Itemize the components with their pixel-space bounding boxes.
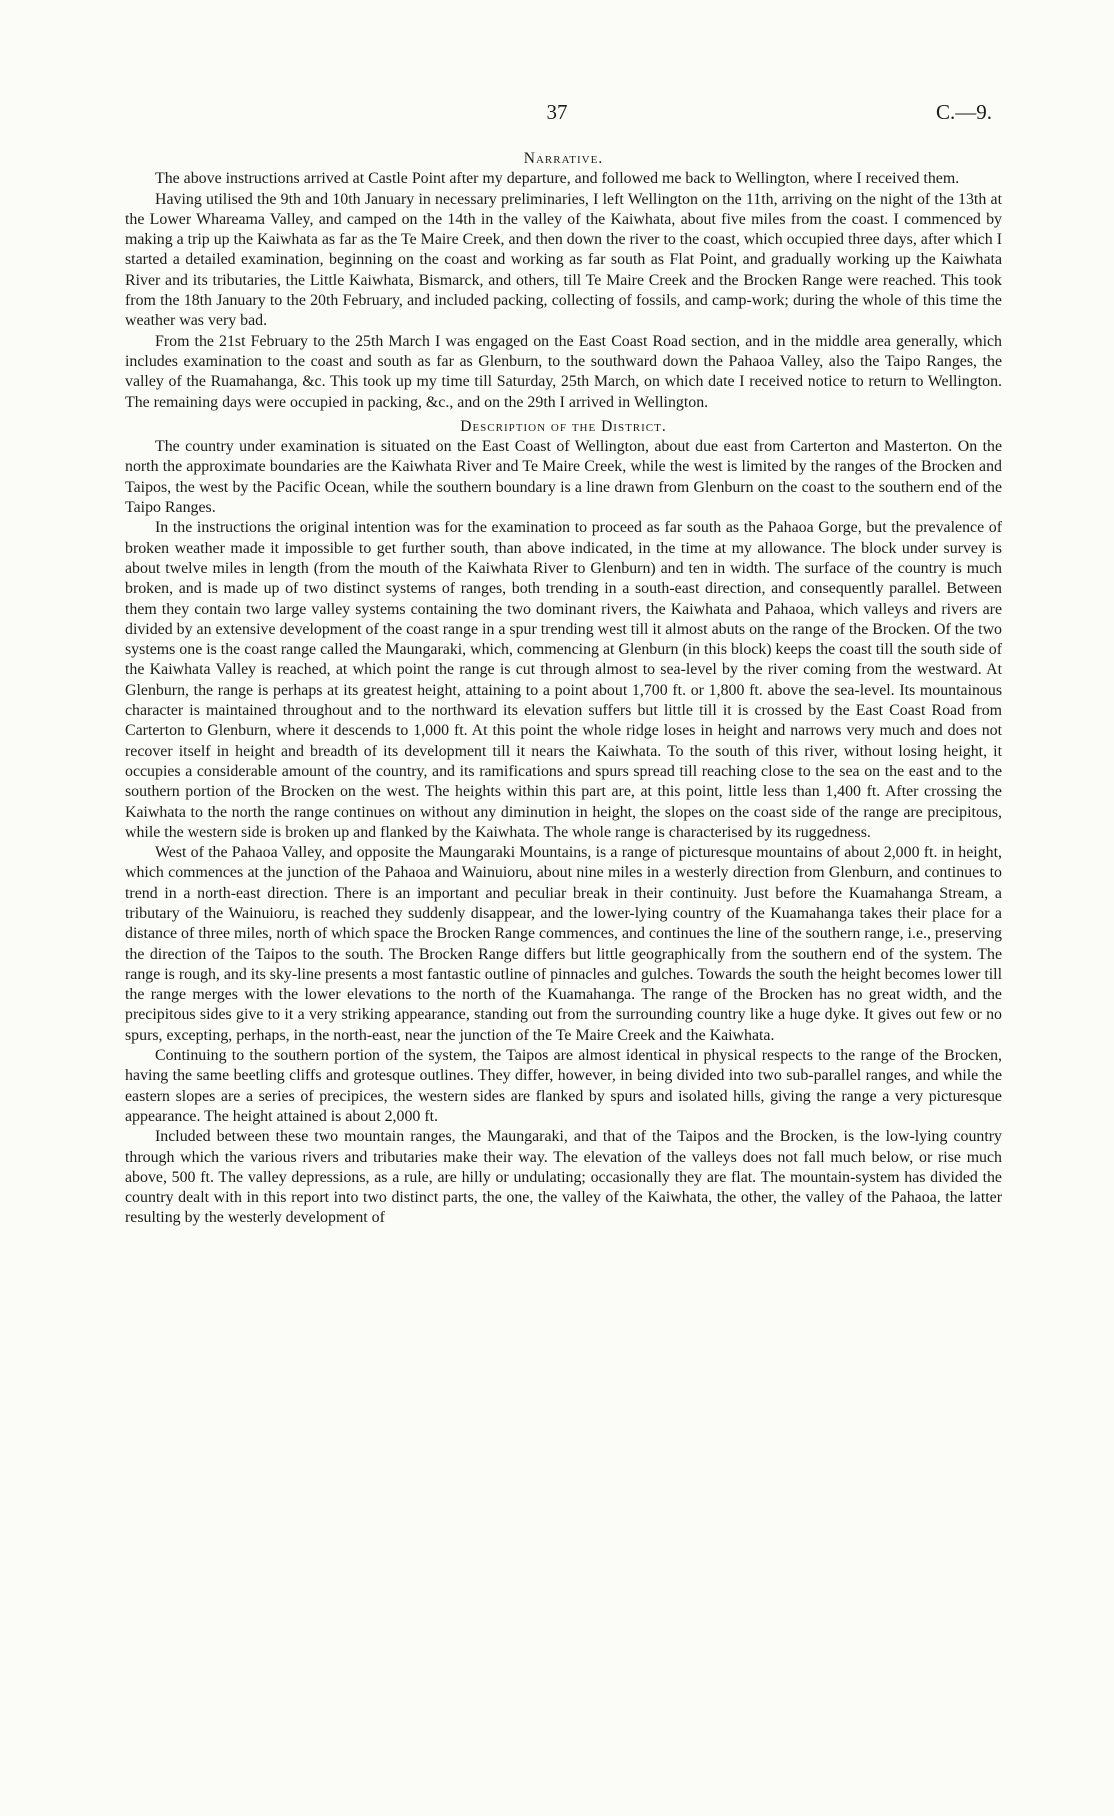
document-reference: C.—9. (935, 100, 992, 124)
body-text (125, 149, 1002, 1229)
section-heading-narrative: Narrative. (523, 150, 604, 167)
paragraph: West of the Pahaoa Valley, and opposite the Maungaraki Mountains, is a range of picturesque mountains of about 2,000 ft. in height, which commences at the junction of the Pahaoa and Wainuioru, about nine miles in a westerly direction from Glenburn, and continues to trend in a north-east direction. There is an important and peculiar break in their continuity. Just before the Kuamahanga Stream, a tributary of the Wainuioru, is reached they suddenly disappear, and the lower-lying country of the Kuamahanga takes their place for a distance of three miles, north of which space the Brocken Range commences, and continues the line of the southern range, i.e., preserving the direction of the Taipos to the south. The Brocken Range differs but little geographically from the southern end of the system. The range is rough, and its sky-line presents a most fantastic outline of pinnacles and gulches. Towards the south the height becomes lower till the range merges with the lower elevations to the north of the Kuamahanga. The range of the Brocken has no great width, and the precipitous sides give to it a very striking appearance, standing out from the surrounding country like a huge dyke. It gives out few or no spurs, excepting, perhaps, in the north-east, near the junction of the Te Maire Creek and the Kaiwhata. (125, 844, 1002, 1044)
paragraph: The country under examination is situated on the East Coast of Wellington, about due east from Carterton and Masterton. On the north the approximate boundaries are the Kaiwhata River and Te Maire Creek, while the west is limited by the ranges of the Brocken and Taipos, the west by the Pacific Ocean, while the southern boundary is a line drawn from Glenburn on the coast to the southern end of the Taipo Ranges. (125, 438, 1002, 517)
page-number: 37 (546, 100, 568, 124)
paragraph: The above instructions arrived at Castle Point after my departure, and followed me back to Wellington, where I received them. (155, 170, 960, 188)
paragraph: In the instructions the original intention was for the examination to proceed as far south as the Pahaoa Gorge, but the prevalence of broken weather made it impossible to get further south, than above indicated, in the time at my allowance. The block under survey is about twelve miles in length (from the mouth of the Kaiwhata River to Glenburn) and ten in width. The surface of the country is much broken, and is made up of two distinct systems of ranges, both trending in a south-east direction, and consequently parallel. Between them they contain two large valley systems containing the two dominant rivers, the Kaiwhata and Pahaoa, which valleys and rivers are divided by an extensive development of the coast range in a spur trending west till it almost abuts on the range of the Brocken. Of the two systems one is the coast range called the Maungaraki, which, commencing at Glenburn (in this block) keeps the coast till the south side of the Kaiwhata Valley is reached, at which point the range is cut through almost to sea-level by the river coming from the westward. At Glenburn, the range is perhaps at its greatest height, attaining to a point about 1,700 ft. or 1,800 ft. above the sea-level. Its mountainous character is maintained throughout and to the northward its elevation suffers but little till it is crossed by the East Coast Road from Carterton to Glenburn, where it descends to 1,000 ft. At this point the whole ridge loses in height and narrows very much and does not recover itself in height and breadth of its development till it nears the Kaiwhata. To the south of this river, without losing height, it occupies a considerable amount of the country, and its ramifications and spurs spread till reaching close to the sea on the east and to the southern portion of the Brocken on the west. The heights within this part are, at this point, little less than 1,400 ft. After crossing the Kaiwhata to the north the range continues on without any diminution in height, the slopes on the coast side of the range are precipitous, while the western side is broken up and flanked by the Kaiwhata. The whole range is characterised by its ruggedness. (125, 519, 1002, 841)
paragraph: Having utilised the 9th and 10th January in necessary preliminaries, I left Wellington on the 11th, arriving on the night of the 13th at the Lower Whareama Valley, and camped on the 14th in the valley of the Kaiwhata, about five miles from the coast. I commenced by making a trip up the Kaiwhata as far as the Te Maire Creek, and then down the river to the coast, which occupied three days, after which I started a detailed examination, beginning on the coast and working as far south as Flat Point, and gradually working up the Kaiwhata River and its tributaries, the Little Kaiwhata, Bismarck, and others, till Te Maire Creek and the Brocken Range were reached. This took from the 18th January to the 20th February, and included packing, collecting of fossils, and camp-work; during the whole of this time the weather was very bad. (125, 190, 1002, 330)
paragraph: Continuing to the southern portion of the system, the Taipos are almost identical in physical respects to the range of the Brocken, having the same beetling cliffs and grotesque outlines. They differ, however, in being divided into two sub-parallel ranges, and while the eastern slopes are a series of precipices, the western sides are flanked by spurs and isolated hills, giving the range a very picturesque appearance. The height attained is about 2,000 ft. (125, 1047, 1002, 1125)
paragraph: From the 21st February to the 25th March I was engaged on the East Coast Road section, and in the middle area generally, which includes examination to the coast and south as far as Glenburn, to the southward down the Pahaoa Valley, also the Taipo Ranges, the valley of the Ruamahanga, &c. This took up my time till Saturday, 25th March, on which date I received notice to return to Wellington. The remaining days were occupied in packing, &c., and on the 29th I arrived in Wellington. (125, 332, 1002, 411)
section-heading-description: Description of the District. (460, 417, 667, 435)
paragraph: Included between these two mountain ranges, the Maungaraki, and that of the Taipos and the Brocken, is the low-lying country through which the various rivers and tributaries make their way. The elevation of the valleys does not fall much below, or rise much above, 500 ft. The valley depressions, as a rule, are hilly or undulating; occasionally they are flat. The mountain-system has divided the country dealt with in this report into two distinct parts, the one, the valley of the Kaiwhata, the other, the valley of the Pahaoa, the latter resulting by the westerly development of (125, 1128, 1002, 1227)
